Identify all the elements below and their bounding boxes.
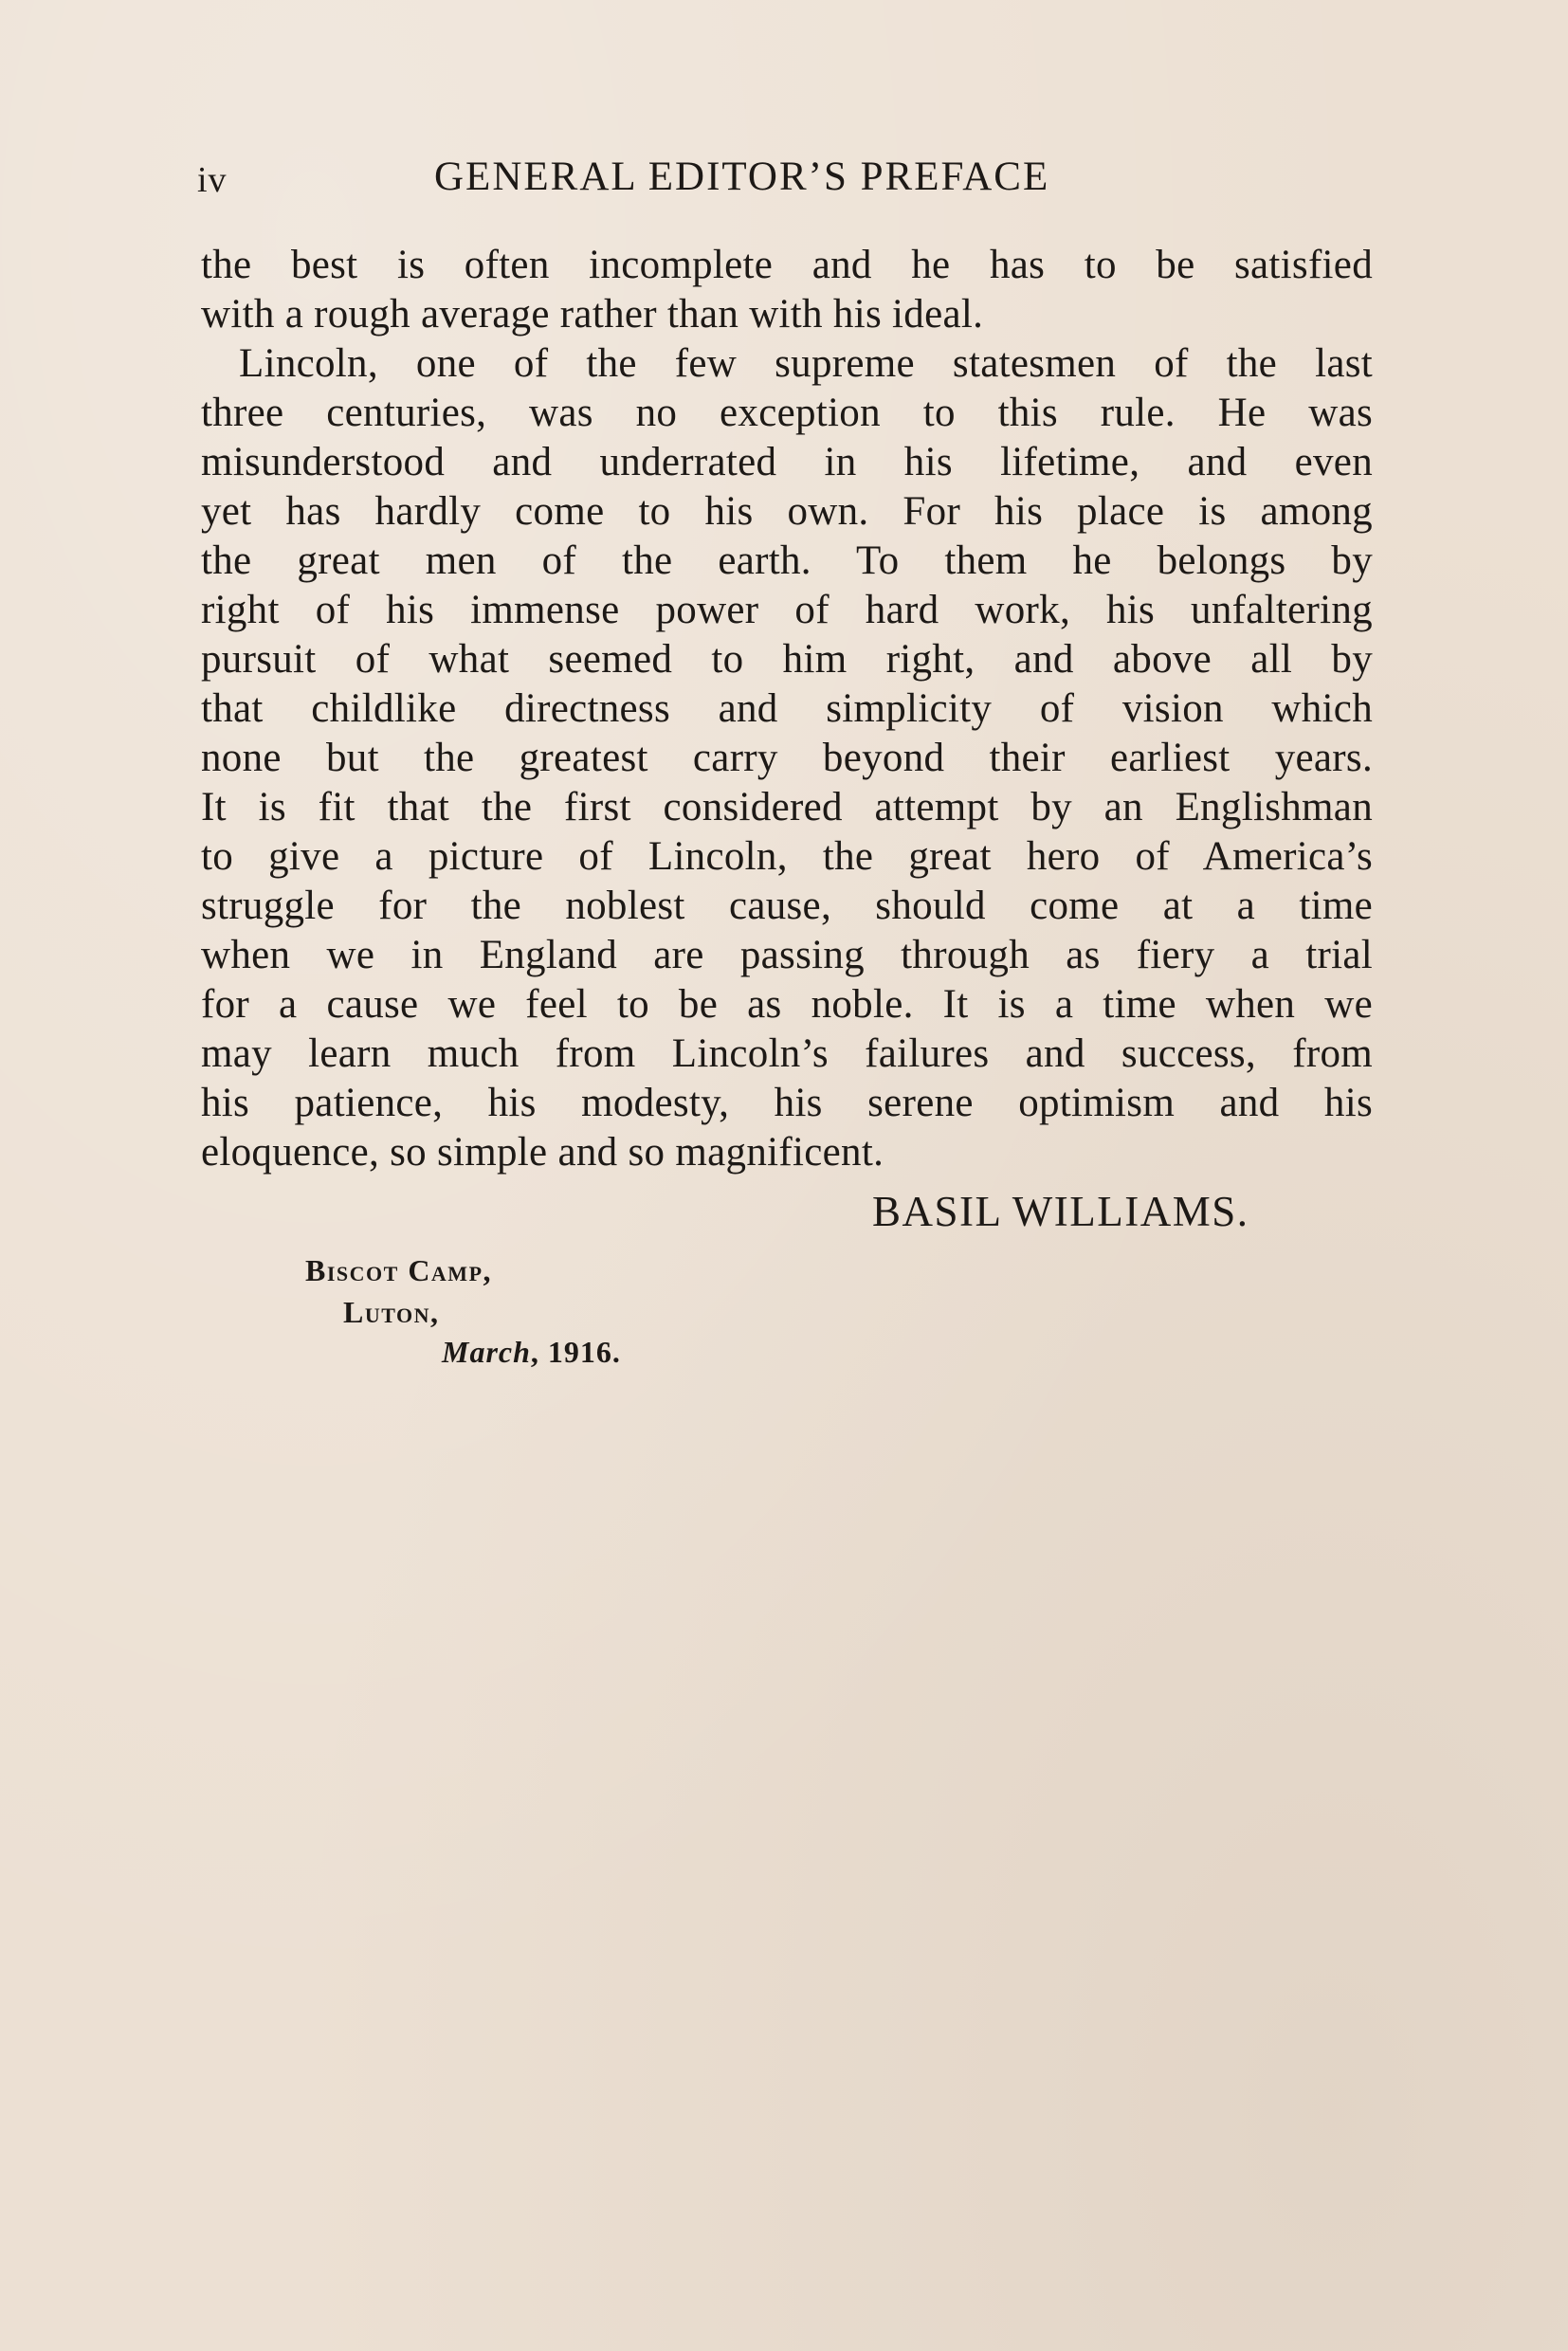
text-line: It is fit that the first considered attempt by an Englishman <box>201 785 1373 829</box>
text-line: may learn much from Lincoln’s failures and success, from <box>201 1031 1373 1076</box>
text-line: yet has hardly come to his own. For his place is among <box>201 489 1373 534</box>
text-line: to give a picture of Lincoln, the great hero of America’s <box>201 834 1373 879</box>
text-line: eloquence, so simple and so magnificent. <box>201 1130 884 1175</box>
text-line: his patience, his modesty, his serene optimism and his <box>201 1081 1373 1125</box>
dateline-place: Biscot Camp, <box>305 1253 493 1287</box>
running-head <box>197 154 1373 207</box>
text-line: for a cause we feel to be as noble. It is a time when we <box>201 982 1373 1027</box>
text-line: right of his immense power of hard work, his unfaltering <box>201 588 1373 632</box>
dateline-date <box>442 1335 621 1370</box>
text-line: Lincoln, one of the few supreme statesmen of the last <box>239 341 1373 386</box>
text-line: when we in England are passing through as fiery a trial <box>201 933 1373 977</box>
dateline-month: March <box>442 1335 531 1369</box>
text-line: the best is often incomplete and he has to be satisfied <box>201 243 1373 287</box>
dateline-town: Luton, <box>343 1295 440 1329</box>
preface-body-text <box>201 241 1373 1177</box>
text-line: that childlike directness and simplicity of vision which <box>201 686 1373 731</box>
text-line: none but the greatest carry beyond their earliest years. <box>201 736 1373 780</box>
text-line: misunderstood and underrated in his lifetime, and even <box>201 440 1373 484</box>
page-number: iv <box>197 160 228 200</box>
dateline-year: , 1916. <box>530 1335 621 1369</box>
author-signature: BASIL WILLIAMS. <box>872 1188 1249 1235</box>
text-line: the great men of the earth. To them he belongs by <box>201 538 1373 583</box>
running-head-title: GENERAL EDITOR’S PREFACE <box>434 155 1050 199</box>
text-line: with a rough average rather than with his ideal. <box>201 292 984 337</box>
text-line: struggle for the noblest cause, should come at a time <box>201 884 1373 928</box>
text-line: pursuit of what seemed to him right, and above all by <box>201 637 1373 682</box>
text-line: three centuries, was no exception to this rule. He was <box>201 391 1373 435</box>
